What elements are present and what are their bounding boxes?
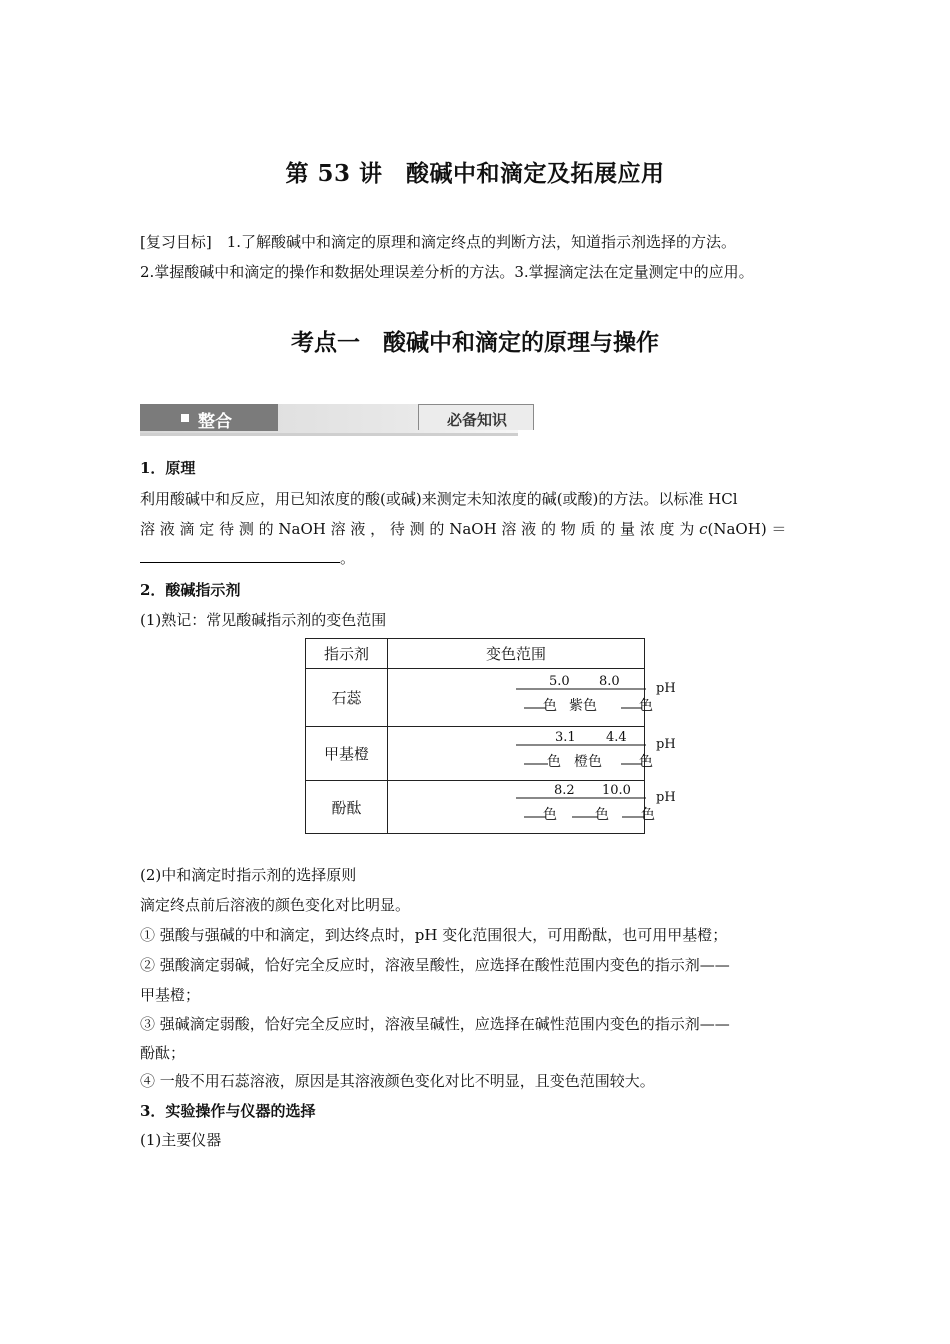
color-label: 色 [639, 753, 653, 770]
color-label: 色 [547, 753, 561, 770]
s1-line-1: 利用酸碱中和反应，用已知浓度的酸(或碱)来测定未知浓度的碱(或酸)的方法。以标准 HCl [140, 490, 738, 508]
banner-right-box [418, 404, 534, 430]
ph-scale [388, 781, 676, 833]
indicator-table [305, 638, 676, 834]
s2-sub1: (1)熟记：常见酸碱指示剂的变色范围 [140, 611, 387, 629]
table-header-range: 变色范围 [388, 639, 645, 669]
s1-line-2-text: 溶 液 滴 定 待 测 的 NaOH 溶 液 ， 待 测 的 NaOH 溶 液 的 物 质 的 量 浓 度 为 [140, 520, 700, 538]
square-bullet-icon [181, 414, 189, 422]
ph-unit: pH [656, 790, 676, 805]
color-label: 色 [639, 697, 653, 714]
ph-scale [388, 672, 676, 724]
page-title: 第 53 讲 酸碱中和滴定及拓展应用 [285, 160, 665, 187]
range-cell [388, 669, 676, 727]
color-label: 色 [543, 807, 557, 823]
answer-blank[interactable] [140, 548, 340, 563]
objectives-label: [复习目标] [140, 233, 212, 251]
ph-unit: pH [656, 680, 676, 696]
s2-p4: ④ 一般不用石蕊溶液，原因是其溶液颜色变化对比不明显，且变色范围较大。 [140, 1072, 655, 1090]
tick-label: 5.0 [549, 673, 570, 689]
section-title: 考点一 酸碱中和滴定的原理与操作 [291, 329, 659, 356]
table-row [306, 669, 645, 727]
tick-label: 8.2 [554, 783, 575, 798]
s2-p1: ① 强酸与强碱的中和滴定，到达终点时，pH 变化范围很大，可用酚酞，也可用甲基橙； [140, 926, 728, 944]
range-cell [388, 727, 676, 781]
s2-heading: 2．酸碱指示剂 [140, 581, 241, 599]
table-header-row [306, 639, 645, 669]
s2-p2-line-2: 甲基橙； [140, 986, 201, 1004]
s1-line-2 [140, 519, 812, 539]
s1-line-3 [140, 548, 812, 568]
tick-label: 4.4 [606, 729, 627, 745]
s2-p0: 滴定终点前后溶液的颜色变化对比明显。 [140, 896, 411, 914]
color-label: 色 [595, 807, 609, 823]
s3-heading: 3．实验操作与仪器的选择 [140, 1102, 316, 1120]
banner-left-label: 整合 [198, 412, 232, 432]
objectives-line-2: 2.掌握酸碱中和滴定的操作和数据处理误差分析的方法。3.掌握滴定法在定量测定中的应用。 [140, 263, 754, 281]
s1-line-3-end: 。 [340, 549, 356, 567]
banner-underline [140, 433, 518, 436]
color-label: 橙色 [574, 753, 602, 770]
objectives-text-1: 1.了解酸碱中和滴定的原理和滴定终点的判断方法，知道指示剂选择的方法。 [211, 233, 737, 251]
banner-right-label: 必备知识 [446, 411, 507, 429]
ph-scale [388, 728, 676, 780]
tick-label: 8.0 [599, 673, 620, 689]
table-header-indicator: 指示剂 [306, 639, 388, 669]
indicator-name: 石蕊 [306, 669, 388, 727]
range-cell [388, 781, 676, 834]
color-label: 色 [543, 697, 557, 714]
section-banner [140, 404, 518, 436]
color-label: 紫色 [569, 697, 597, 714]
indicator-name: 酚酞 [306, 781, 388, 834]
banner-dark-block [140, 404, 278, 431]
ph-unit: pH [656, 736, 676, 752]
table-row [306, 781, 645, 834]
objectives-line-1 [140, 232, 812, 252]
table-row [306, 727, 645, 781]
s3-sub1: (1)主要仪器 [140, 1131, 222, 1149]
s2-sub2: (2)中和滴定时指示剂的选择原则 [140, 866, 357, 884]
s1-heading: 1．原理 [140, 459, 196, 477]
s1-concentration-symbol: c [699, 520, 708, 538]
indicator-name: 甲基橙 [306, 727, 388, 781]
s2-p2-line-1: ② 强酸滴定弱碱，恰好完全反应时，溶液呈酸性，应选择在酸性范围内变色的指示剂—— [140, 956, 730, 974]
tick-label: 3.1 [555, 729, 576, 745]
s1-line-2-end: (NaOH) ＝ [707, 520, 787, 538]
color-label: 色 [641, 807, 655, 823]
tick-label: 10.0 [602, 783, 631, 798]
s2-p3-line-2: 酚酞； [140, 1044, 186, 1062]
s2-p3-line-1: ③ 强碱滴定弱酸，恰好完全反应时，溶液呈碱性，应选择在碱性范围内变色的指示剂—— [140, 1015, 730, 1033]
